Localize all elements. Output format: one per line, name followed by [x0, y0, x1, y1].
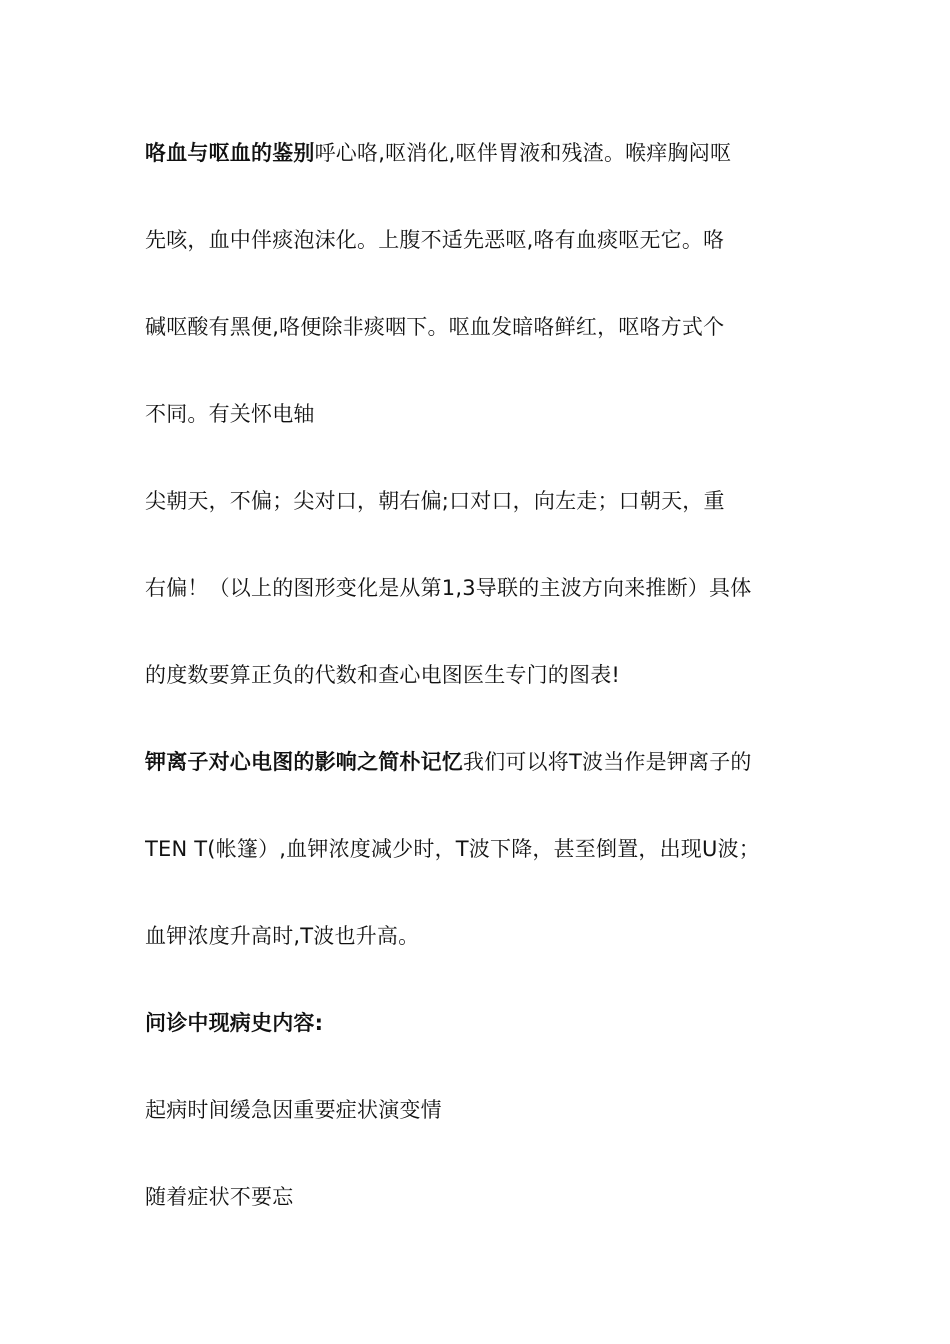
- line-8-text: 我们可以将T波当作是钾离子的: [463, 750, 752, 774]
- text-line-2: [145, 226, 810, 254]
- line-6-text: 右偏！（以上的图形变化是从第1,3导联的主波方向来推断）具体: [145, 576, 752, 600]
- line-1-text: 呼心咯,呕消化,呕伴胃液和残渣。喉痒胸闷呕: [314, 141, 732, 165]
- text-line-8: [145, 748, 810, 776]
- text-line-6: [145, 574, 810, 602]
- text-line-5: [145, 487, 810, 515]
- text-line-13: [145, 1183, 810, 1211]
- line-5-text: 尖朝天，不偏；尖对口，朝右偏;口对口，向左走；口朝天，重: [145, 489, 725, 513]
- heading-present-illness: 问诊中现病史内容:: [145, 1011, 324, 1035]
- text-line-4: [145, 400, 810, 428]
- line-10-text: 血钾浓度升高时,T波也升高。: [145, 924, 420, 948]
- text-line-10: [145, 922, 810, 950]
- line-2-text: 先咳，血中伴痰泡沫化。上腹不适先恶呕,咯有血痰呕无它。咯: [145, 228, 725, 252]
- heading-hemoptysis-hematemesis: 咯血与呕血的鉴别: [145, 141, 315, 165]
- line-7-text: 的度数要算正负的代数和查心电图医生专门的图表!: [145, 663, 621, 687]
- line-13-text: 随着症状不要忘: [145, 1185, 294, 1209]
- text-line-1: [145, 139, 810, 167]
- line-3-text: 碱呕酸有黑便,咯便除非痰咽下。呕血发暗咯鲜红，呕咯方式个: [145, 315, 725, 339]
- line-4-text: 不同。有关怀电轴: [145, 402, 315, 426]
- text-line-11: [145, 1009, 810, 1037]
- text-line-3: [145, 313, 810, 341]
- line-9-text: TEN T(帐篷）,血钾浓度减少时，T波下降，甚至倒置，出现U波；: [145, 837, 760, 861]
- text-line-7: [145, 661, 810, 689]
- line-12-text: 起病时间缓急因重要症状演变情: [145, 1098, 442, 1122]
- text-line-9: [145, 835, 810, 863]
- heading-potassium-ecg: 钾离子对心电图的影响之简朴记忆: [145, 750, 463, 774]
- text-line-12: [145, 1096, 810, 1124]
